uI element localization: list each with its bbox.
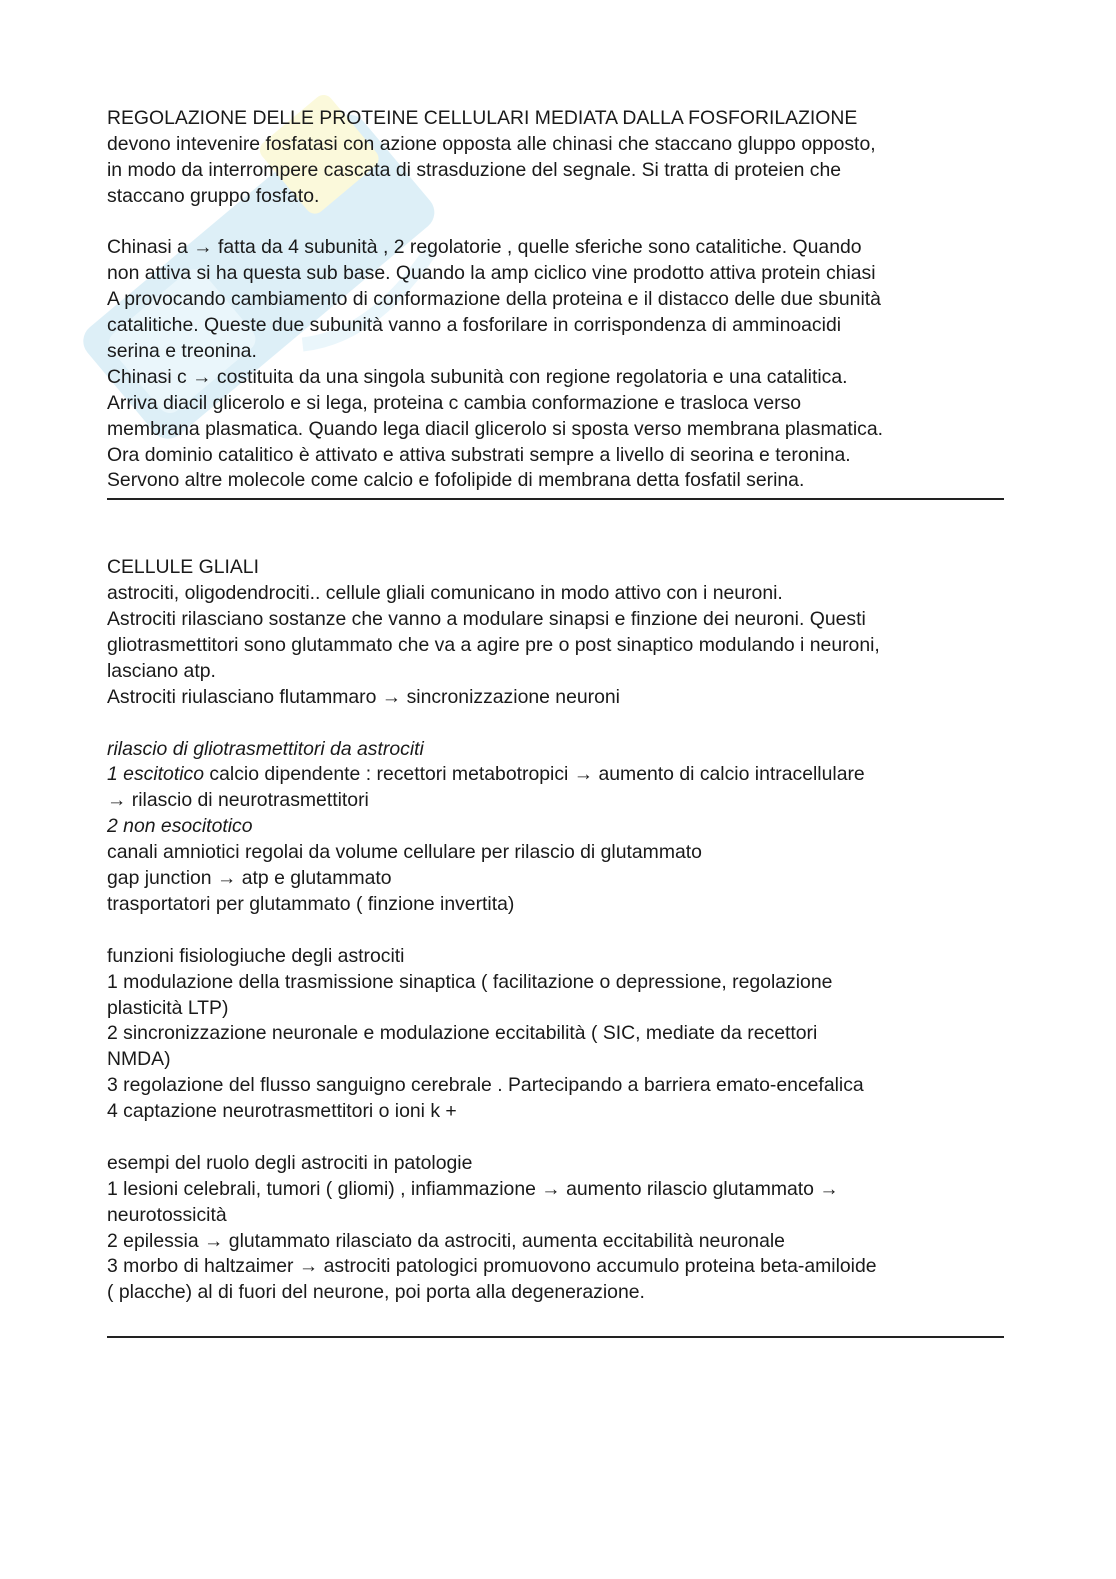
text-line: gap junction → atp e glutammato <box>107 867 392 890</box>
section-phosphorylation <box>107 106 1007 494</box>
section-title: REGOLAZIONE DELLE PROTEINE CELLULARI MEDIATA DALLA FOSFORILAZIONE <box>107 107 858 129</box>
text-line: catalitiche. Queste due subunità vanno a fosforilare in corrispondenza di amminoacidi <box>107 314 842 337</box>
list-item: 2 epilessia → glutammato rilasciato da astrociti, aumenta eccitabilità neuronale <box>107 1229 785 1252</box>
list-item: 2 non esocitotico <box>107 815 253 838</box>
list-item: 1 modulazione della trasmissione sinaptica ( facilitazione o depressione, regolazione <box>107 970 833 993</box>
text-line: Ora dominio catalitico è attivato e attiva substrati sempre a livello di seorina e teronina. <box>107 443 851 466</box>
text-line: in modo da interrompere cascata di strasduzione del segnale. Si tratta di proteien che <box>107 158 842 181</box>
list-item: 4 captazione neurotrasmettitori o ioni k + <box>107 1100 457 1123</box>
text-line: Astrociti riulasciano flutammaro → sincronizzazione neuroni <box>107 685 620 708</box>
section-title: CELLULE GLIALI <box>107 556 259 579</box>
text-line: staccano gruppo fosfato. <box>107 184 320 207</box>
text-line: canali amniotici regolai da volume cellulare per rilascio di glutammato <box>107 841 702 864</box>
text-line: trasportatori per glutammato ( finzione invertita) <box>107 892 515 915</box>
text-line: NMDA) <box>107 1048 171 1071</box>
text-line: Chinasi c → costituita da una singola subunità con regione regolatoria e una catalitica. <box>107 365 848 388</box>
text-line: gliotrasmettitori sono glutammato che va a agire pre o post sinaptico modulando i neuroni, <box>107 634 880 657</box>
text-line: serina e treonina. <box>107 340 257 363</box>
text-line: neurotossicità <box>107 1203 227 1226</box>
text-line: ( placche) al di fuori del neurone, poi porta alla degenerazione. <box>107 1281 645 1304</box>
text-line: astrociti, oligodendrociti.. cellule gliali comunicano in modo attivo con i neuroni. <box>107 582 783 605</box>
section-glial-cells <box>107 555 1007 1306</box>
section-divider <box>107 1336 1004 1338</box>
text-line: A provocando cambiamento di conformazione della proteina e il distacco delle due sbunità <box>107 288 881 311</box>
list-item: 1 escitotico calcio dipendente : recettori metabotropici → aumento di calcio intracellulare <box>107 763 865 786</box>
text-line: membrana plasmatica. Quando lega diacil glicerolo si sposta verso membrana plasmatica. <box>107 417 883 440</box>
subsection-heading: funzioni fisiologiuche degli astrociti <box>107 944 405 967</box>
list-item: 2 sincronizzazione neuronale e modulazione eccitabilità ( SIC, mediate da recettori <box>107 1022 818 1045</box>
text-line: Chinasi a → fatta da 4 subunità , 2 regolatorie , quelle sferiche sono catalitiche. Quando <box>107 236 862 259</box>
list-item: 1 lesioni celebrali, tumori ( gliomi) , infiammazione → aumento rilascio glutammato → <box>107 1177 839 1200</box>
text-line: lasciano atp. <box>107 659 216 682</box>
text-line: plasticità LTP) <box>107 996 229 1019</box>
text-line: Arriva diacil glicerolo e si lega, proteina c cambia conformazione e trasloca verso <box>107 391 802 414</box>
text-line: devono intevenire fosfatasi con azione opposta alle chinasi che staccano gluppo opposto, <box>107 132 876 155</box>
list-item: 3 regolazione del flusso sanguigno cerebrale . Partecipando a barriera emato-encefalica <box>107 1074 864 1097</box>
text-line: non attiva si ha questa sub base. Quando la amp ciclico vine prodotto attiva protein chiasi <box>107 262 876 285</box>
subsection-heading: esempi del ruolo degli astrociti in patologie <box>107 1151 473 1174</box>
document-page <box>107 106 1007 1338</box>
subsection-heading: rilascio di gliotrasmettitori da astrociti <box>107 737 424 760</box>
list-item: 3 morbo di haltzaimer → astrociti patologici promuovono accumulo proteina beta-amiloide <box>107 1255 877 1278</box>
text-line: Servono altre molecole come calcio e fofolipide di membrana detta fosfatil serina. <box>107 469 805 492</box>
text-line: Astrociti rilasciano sostanze che vanno a modulare sinapsi e finzione dei neuroni. Questi <box>107 608 866 631</box>
text-line: → rilascio di neurotrasmettitori <box>107 789 369 812</box>
